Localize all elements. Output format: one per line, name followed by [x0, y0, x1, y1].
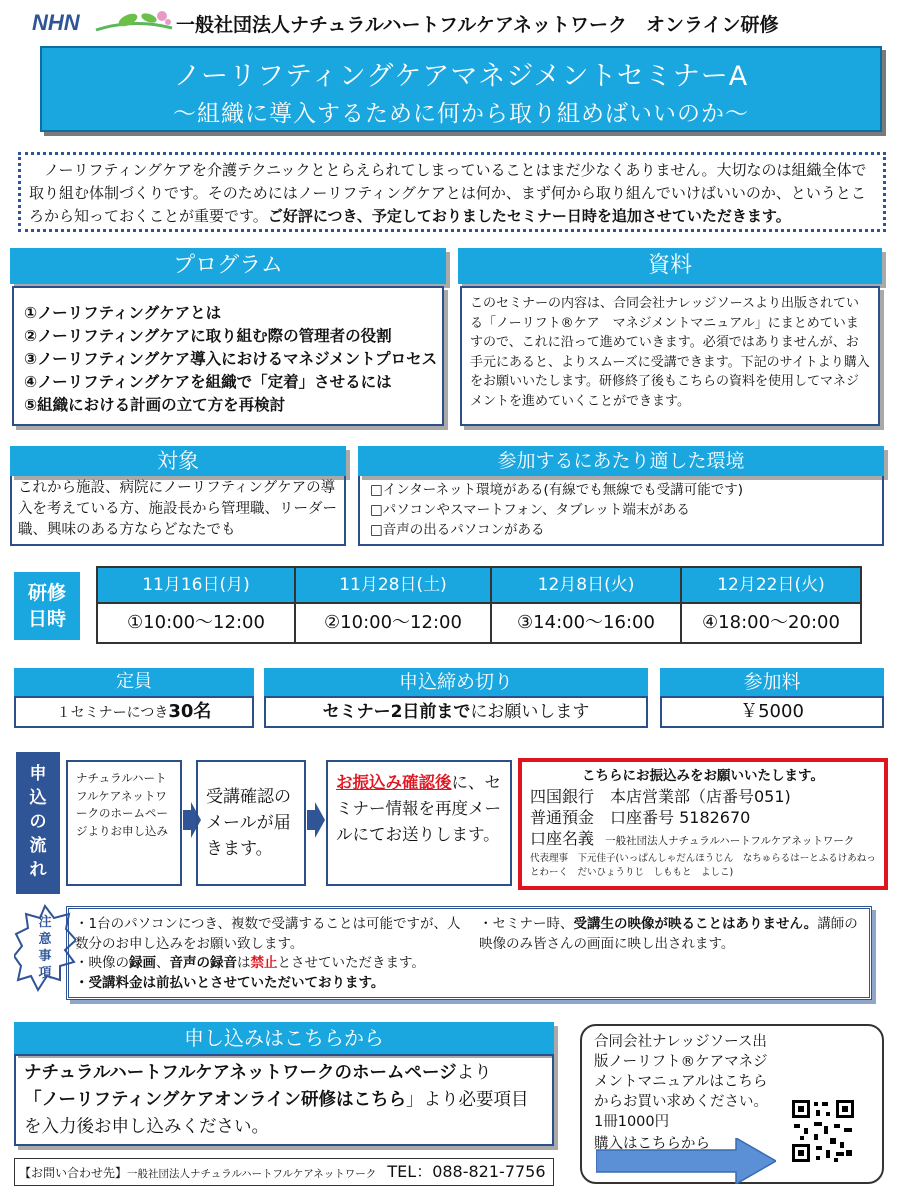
- title-line1: ノーリフティングケアマネジメントセミナーA: [173, 61, 749, 92]
- apply-heading: 申し込みはこちらから: [14, 1022, 554, 1054]
- qr-code-icon: [790, 1098, 856, 1164]
- program-item: ⑤組織における計画の立て方を再検討: [24, 396, 286, 414]
- bank-line4: 代表理事 下元佳子(いっぱんしゃだんほうじん なちゅらるはーとふるけあねっとわーく だいひょうりじ しももと よしこ): [530, 853, 876, 878]
- contact-label: 【お問い合わせ先】: [19, 1166, 128, 1180]
- apply-line2: [24, 1087, 544, 1114]
- note-2-a: ・映像の: [75, 955, 129, 971]
- capacity-heading: 定員: [14, 668, 254, 696]
- intro-bold: ご好評につき、予定しておりましたセミナー日時を追加させていただきます。: [267, 207, 791, 225]
- flow-step-2-text: 受講確認のメールが届きます。: [206, 787, 291, 859]
- header: [0, 0, 900, 44]
- org-title: 一般社団法人ナチュラルハートフルケアネットワーク オンライン研修: [176, 14, 779, 36]
- notice-label-char: 事: [38, 949, 52, 964]
- bank-line3-label: 口座名義: [530, 829, 595, 848]
- flow-label-char: れ: [29, 860, 47, 880]
- contact-org: 一般社団法人ナチュラルハートフルケアネットワーク: [127, 1168, 377, 1180]
- flow-label-char: の: [29, 812, 47, 832]
- notice-label-char: 注: [38, 915, 52, 930]
- notes-left: [75, 915, 471, 993]
- note-2-b: 録画: [129, 955, 156, 971]
- program-heading: プログラム: [10, 248, 446, 284]
- deadline-heading: 申込締め切り: [264, 668, 648, 696]
- book-text: 合同会社ナレッジソース出版ノーリフト®ケアマネジメントマニュアルはこちらからお買い求めください。1冊1000円: [594, 1034, 768, 1130]
- schedule-time: ①10:00～12:00: [127, 612, 265, 633]
- schedule-date: 11月28日(土): [294, 568, 490, 602]
- apply-line3: を入力後お申し込みください。: [24, 1117, 269, 1137]
- schedule-time: ④18:00～20:00: [680, 604, 860, 642]
- schedule-date: 12月8日(火): [490, 568, 680, 602]
- capacity-box: [14, 696, 254, 728]
- apply-line1: [24, 1060, 544, 1087]
- arrow-right-icon: [307, 802, 325, 838]
- bank-line2: 普通預金 口座番号 5182670: [530, 808, 751, 827]
- note-2-f: 禁止: [250, 955, 278, 971]
- notice-label: [30, 914, 60, 982]
- notes-right: [479, 915, 867, 954]
- apply-line2-bold: 「ノーリフティングケアオンライン研修はこちら: [24, 1090, 407, 1110]
- deadline-bold: セミナー2日前まで: [322, 702, 471, 722]
- environment-box: [358, 476, 884, 546]
- capacity-prefix: １セミナーにつき: [56, 705, 169, 721]
- schedule-time: ②10:00～12:00: [294, 604, 490, 642]
- schedule-date: 12月22日(火): [680, 568, 860, 602]
- program-item: ①ノーリフティングケアとは: [24, 304, 222, 322]
- note-2-c: 、: [156, 955, 170, 971]
- program-item: ③ノーリフティングケア導入におけるマネジメントプロセス: [24, 350, 438, 368]
- apply-line2-rest: 」より必要項目: [406, 1090, 529, 1110]
- contact-tel: TEL：088-821-7756: [387, 1162, 546, 1181]
- notice-label-char: 意: [38, 932, 52, 947]
- logo-text: NHN: [32, 10, 80, 35]
- flow-label-char: 込: [29, 788, 47, 808]
- bank-box: [518, 758, 888, 890]
- contact-box: [14, 1158, 554, 1186]
- note-2-e: は: [237, 955, 251, 971]
- flow-step-1: [66, 760, 182, 886]
- arrow-right-icon: [596, 1138, 776, 1184]
- capacity-value: 30名: [168, 701, 212, 722]
- deadline-box: [264, 696, 648, 728]
- leaf-icon: [94, 8, 174, 38]
- note-4-a: ・セミナー時、: [479, 916, 574, 932]
- environment-item: □パソコンやスマートフォン、タブレット端末がある: [370, 502, 690, 518]
- fee-box: [660, 696, 884, 728]
- bank-title: こちらにお振込みをお願いいたします。: [582, 768, 824, 784]
- title-line2: ～組織に導入するために何から取り組めばいいのか～: [173, 101, 749, 127]
- note-4-c: 講師の映像のみ皆さんの画面に映し出されます。: [479, 916, 858, 952]
- flow-step-3-red: お振込み確認後: [336, 773, 452, 792]
- materials-box: [460, 286, 880, 426]
- flow-step-1-text: ナチュラルハートフルケアネットワークのホームページよりお申し込み: [76, 771, 168, 838]
- intro-box: [18, 152, 886, 232]
- notice-label-char: 項: [38, 966, 52, 981]
- program-item: ②ノーリフティングケアに取り組む際の管理者の役割: [24, 327, 392, 345]
- apply-line1-rest: より: [456, 1063, 492, 1083]
- notes-box: [66, 906, 872, 1000]
- note-2-d: 音声の録音: [169, 955, 237, 971]
- materials-text: このセミナーの内容は、合同会社ナレッジソースより出版されている「ノーリフト®ケア マネジメントマニュアル」にまとめていますので、これに沿って進めていきます。必須ではありませんが、お手元にあると、よりスムーズに受講できます。下記のサイトより購入をお願いいたします。研修終了後もこちらの資料を使用してマネジメントを進めていくことができます。: [470, 296, 870, 409]
- intro-text: ノーリフティングケアを介護テクニックととらえられてしまっていることはまだ少なくありません。大切なのは組織全体で取り組む体制づくりです。そのためにはノーリフティングケアとは何か、まず何から取り組んでいけばいいのか、というところから知っておくことが重要です。: [29, 161, 867, 225]
- fee-heading: 参加料: [660, 668, 884, 696]
- note-2: [75, 954, 471, 974]
- schedule-label: [14, 572, 80, 640]
- title-banner: [40, 46, 882, 132]
- flow-label-char: 流: [29, 836, 47, 856]
- program-item: ④ノーリフティングケアを組織で「定着」させるには: [24, 373, 392, 391]
- flow-step-3-rest: に、セミナー情報を再度メールにてお送りします。: [336, 773, 501, 844]
- deadline-rest: にお願いします: [470, 702, 590, 722]
- schedule-label-2: 日時: [27, 608, 66, 630]
- logo: [32, 8, 172, 38]
- schedule-date: 11月16日(月): [142, 575, 250, 595]
- flow-label: [16, 752, 60, 894]
- bank-line3-name: 一般社団法人ナチュラルハートフルケアネットワーク: [605, 835, 855, 847]
- schedule-label-1: 研修: [27, 582, 66, 604]
- note-1: ・1台のパソコンにつき、複数で受講することは可能ですが、人数分のお申し込みをお願い致します。: [75, 916, 461, 952]
- flow-step-3: [326, 760, 512, 886]
- note-4-b: 受講生の映像が映ることはありません。: [573, 916, 818, 932]
- apply-line1-bold: ナチュラルハートフルケアネットワークのホームページ: [24, 1063, 457, 1083]
- flow-step-2: [196, 760, 306, 886]
- schedule-table: [96, 566, 862, 644]
- environment-heading: 参加するにあたり適した環境: [358, 446, 884, 476]
- bank-line3: [530, 828, 876, 852]
- fee-value: ￥5000: [740, 701, 804, 722]
- note-2-g: とさせていただきます。: [277, 955, 425, 971]
- target-heading: 対象: [10, 446, 346, 476]
- program-box: [12, 286, 444, 426]
- flow-label-char: 申: [29, 764, 47, 784]
- apply-box: [14, 1054, 554, 1146]
- schedule-time: ③14:00～16:00: [490, 604, 680, 642]
- note-3: ・受講料金は前払いとさせていただいております。: [75, 974, 385, 991]
- target-text: これから施設、病院にノーリフティングケアの導入を考えている方、施設長から管理職、リーダー職、興味のある方ならどなたでも: [18, 480, 337, 538]
- environment-item: □インターネット環境がある(有線でも無線でも受講可能です): [370, 482, 744, 498]
- bank-line1: 四国銀行 本店営業部（店番号051): [530, 787, 791, 806]
- materials-heading: 資料: [458, 248, 882, 284]
- environment-item: □音声の出るパソコンがある: [370, 522, 545, 538]
- target-box: [10, 476, 346, 546]
- book-buy: 購入はこちらから: [594, 1136, 710, 1152]
